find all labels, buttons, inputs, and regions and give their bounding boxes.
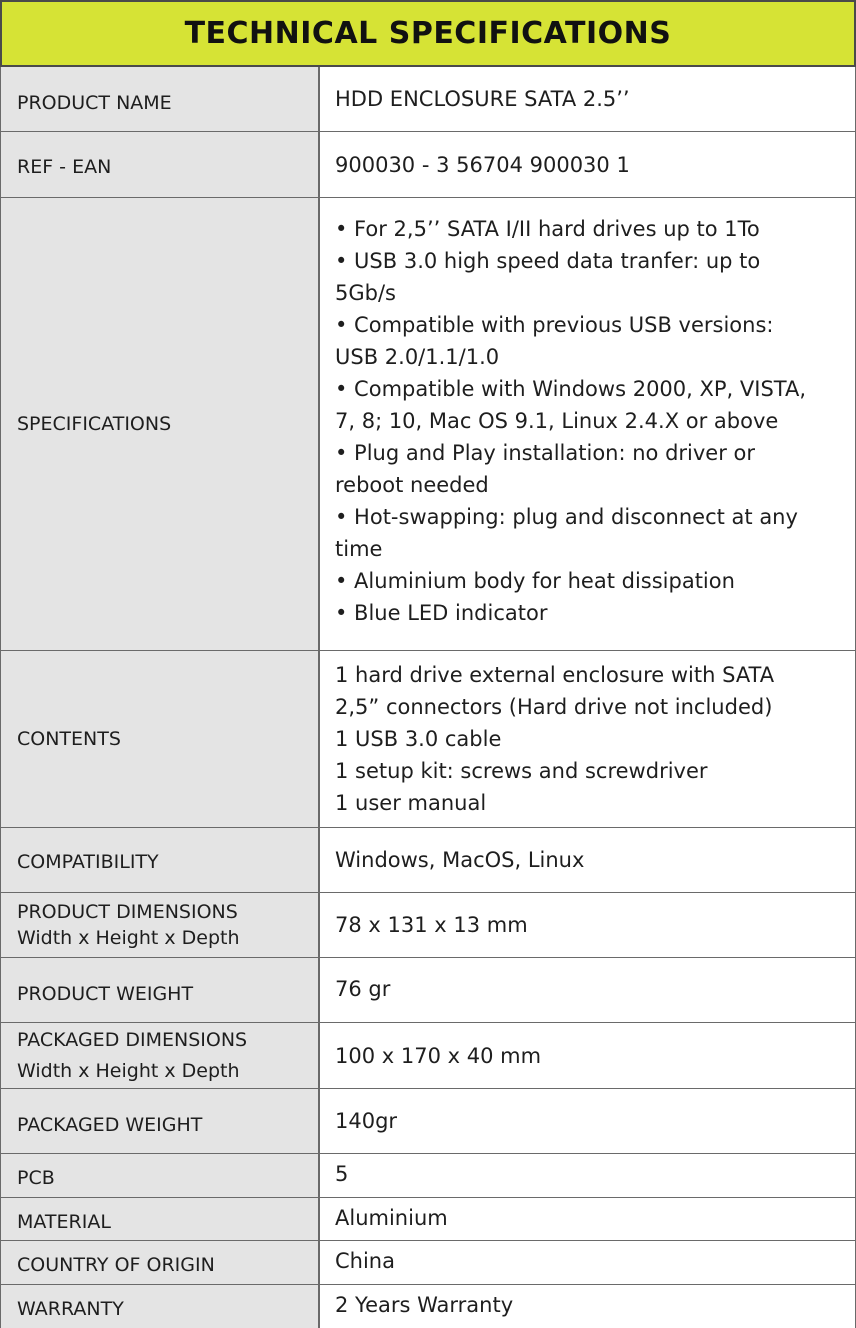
spec-value-line: • USB 3.0 high speed data tranfer: up to bbox=[335, 249, 761, 273]
spec-label bbox=[0, 828, 320, 892]
spec-value-line: 76 gr bbox=[335, 977, 391, 1001]
spec-value-line: • Compatible with Windows 2000, XP, VISTA, bbox=[335, 377, 807, 401]
spec-value bbox=[320, 1198, 856, 1240]
spec-label-line: PCB bbox=[17, 1167, 55, 1189]
spec-row-material bbox=[0, 1198, 856, 1241]
spec-value-line: Windows, MacOS, Linux bbox=[335, 848, 585, 872]
spec-value-line: • Compatible with previous USB versions: bbox=[335, 313, 774, 337]
spec-label bbox=[0, 1089, 320, 1153]
spec-row-compatibility bbox=[0, 828, 856, 893]
spec-value-line: 2 Years Warranty bbox=[335, 1293, 514, 1317]
spec-row-warranty bbox=[0, 1285, 856, 1328]
spec-value bbox=[320, 893, 856, 957]
spec-value-line: reboot needed bbox=[335, 473, 489, 497]
spec-label bbox=[0, 198, 320, 650]
spec-row-specifications bbox=[0, 198, 856, 651]
spec-value bbox=[320, 1089, 856, 1153]
spec-value bbox=[320, 958, 856, 1022]
spec-label bbox=[0, 958, 320, 1022]
spec-value bbox=[320, 67, 856, 131]
spec-row-country-of-origin bbox=[0, 1241, 856, 1285]
spec-label-line: PRODUCT WEIGHT bbox=[17, 982, 194, 1005]
spec-value bbox=[320, 828, 856, 892]
spec-value-line: 5Gb/s bbox=[335, 281, 396, 305]
spec-row-packaged-weight bbox=[0, 1089, 856, 1154]
page-title: TECHNICAL SPECIFICATIONS bbox=[184, 16, 672, 51]
spec-label-line: Width x Height x Depth bbox=[17, 1059, 240, 1082]
spec-value bbox=[320, 651, 856, 827]
spec-label-line: PACKAGED WEIGHT bbox=[17, 1113, 203, 1136]
spec-value-line: • Aluminium body for heat dissipation bbox=[335, 569, 735, 593]
spec-label-line: COUNTRY OF ORIGIN bbox=[17, 1254, 215, 1276]
spec-value-line: 5 bbox=[335, 1162, 349, 1186]
spec-label bbox=[0, 132, 320, 197]
spec-row-packaged-dimensions bbox=[0, 1023, 856, 1089]
spec-label-line: PACKAGED DIMENSIONS bbox=[17, 1028, 248, 1051]
spec-label-line: MATERIAL bbox=[17, 1210, 111, 1233]
spec-label-line: COMPATIBILITY bbox=[17, 850, 159, 873]
spec-value-line: 900030 - 3 56704 900030 1 bbox=[335, 152, 630, 177]
spec-label-line: PRODUCT DIMENSIONS bbox=[17, 901, 238, 923]
spec-label bbox=[0, 893, 320, 957]
spec-value-line: China bbox=[335, 1249, 395, 1273]
spec-row-product-dimensions bbox=[0, 893, 856, 958]
spec-label bbox=[0, 1154, 320, 1197]
spec-row-contents bbox=[0, 651, 856, 828]
spec-row-product-weight bbox=[0, 958, 856, 1023]
spec-value-line: 1 USB 3.0 cable bbox=[335, 727, 502, 751]
spec-value-line: Aluminium bbox=[335, 1206, 448, 1230]
spec-label bbox=[0, 1241, 320, 1284]
spec-value-line: • Blue LED indicator bbox=[335, 601, 548, 625]
spec-label bbox=[0, 1285, 320, 1328]
spec-label bbox=[0, 67, 320, 131]
spec-value bbox=[320, 198, 856, 650]
spec-label bbox=[0, 1198, 320, 1240]
spec-value bbox=[320, 1154, 856, 1197]
spec-label-line: Width x Height x Depth bbox=[17, 927, 240, 949]
spec-value-line: • Hot-swapping: plug and disconnect at any bbox=[335, 505, 798, 529]
spec-label-line: SPECIFICATIONS bbox=[17, 412, 172, 435]
spec-value bbox=[320, 1023, 856, 1088]
spec-row-ref-ean bbox=[0, 132, 856, 198]
spec-value bbox=[320, 1285, 856, 1328]
spec-value-line: time bbox=[335, 537, 383, 561]
spec-value bbox=[320, 1241, 856, 1284]
spec-label bbox=[0, 651, 320, 827]
spec-label bbox=[0, 1023, 320, 1088]
spec-value-line: 7, 8; 10, Mac OS 9.1, Linux 2.4.X or above bbox=[335, 409, 779, 433]
spec-value-line: • For 2,5’’ SATA I/II hard drives up to 1To bbox=[335, 217, 760, 241]
spec-value-line: 2,5” connectors (Hard drive not included) bbox=[335, 695, 773, 719]
spec-label-line: WARRANTY bbox=[17, 1298, 124, 1320]
spec-row-product-name bbox=[0, 67, 856, 132]
spec-row-pcb bbox=[0, 1154, 856, 1198]
spec-value-line: HDD ENCLOSURE SATA 2.5’’ bbox=[335, 87, 630, 111]
spec-label-line: PRODUCT NAME bbox=[17, 91, 172, 114]
spec-value-line: 1 hard drive external enclosure with SATA bbox=[335, 663, 775, 687]
spec-value-line: 78 x 131 x 13 mm bbox=[335, 913, 528, 937]
spec-label-line: REF - EAN bbox=[17, 156, 112, 178]
spec-value-line: 140gr bbox=[335, 1109, 398, 1133]
spec-value bbox=[320, 132, 856, 197]
spec-value-line: USB 2.0/1.1/1.0 bbox=[335, 345, 500, 369]
spec-value-line: 1 setup kit: screws and screwdriver bbox=[335, 759, 708, 783]
spec-value-line: 100 x 170 x 40 mm bbox=[335, 1043, 542, 1068]
spec-value-line: 1 user manual bbox=[335, 791, 487, 815]
spec-label-line: CONTENTS bbox=[17, 727, 121, 750]
title-bar bbox=[0, 0, 856, 67]
spec-value-line: • Plug and Play installation: no driver or bbox=[335, 441, 755, 465]
